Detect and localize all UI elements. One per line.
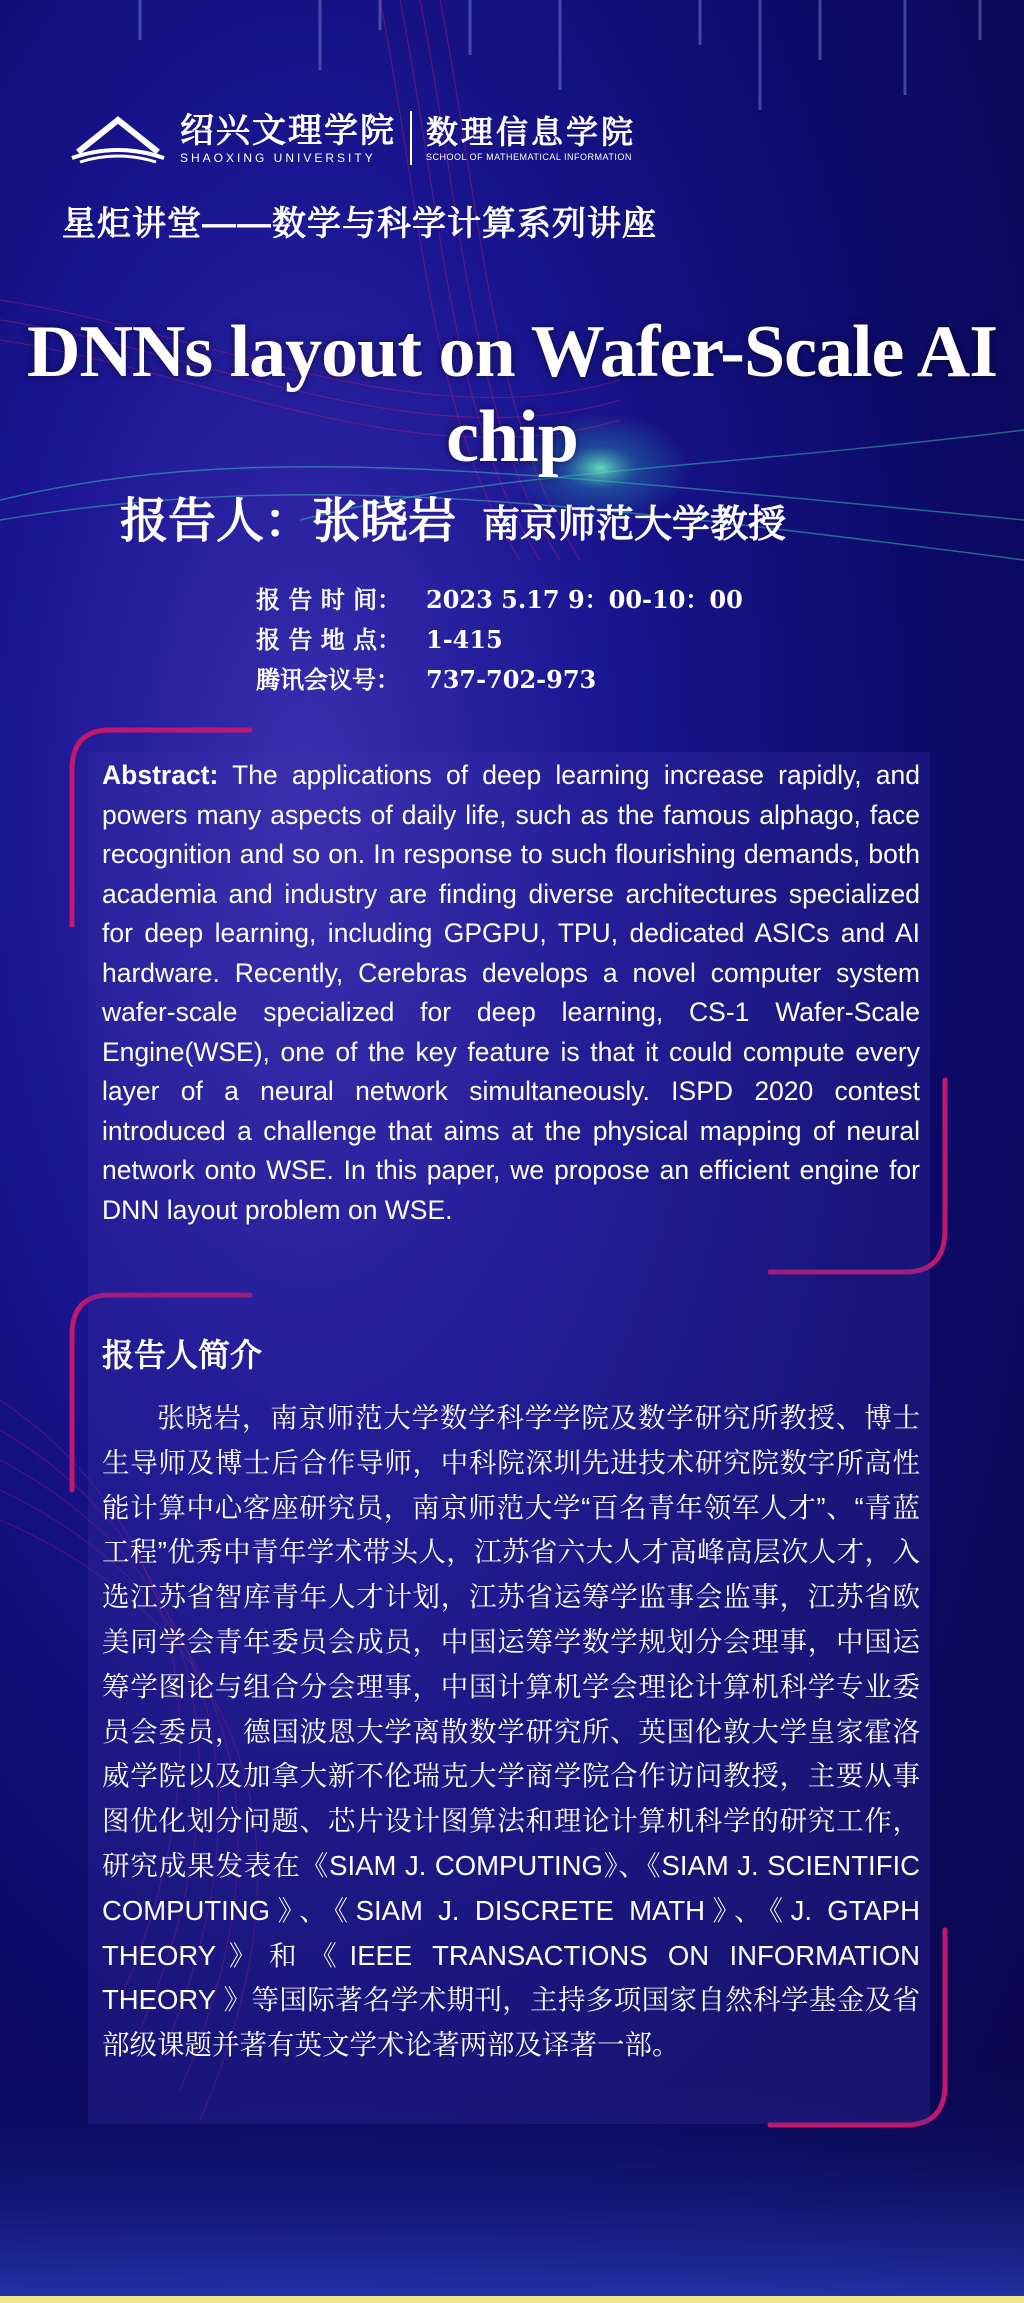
school-name-cn: 数理信息学院 bbox=[426, 114, 637, 150]
info-value: 737-702-973 bbox=[426, 665, 597, 694]
school-name-en: SCHOOL OF MATHEMATICAL INFORMATION bbox=[426, 152, 632, 162]
logo-divider bbox=[410, 111, 412, 165]
university-name-en: SHAOXING UNIVERSITY bbox=[180, 151, 376, 165]
university-name bbox=[180, 111, 396, 165]
header-logo bbox=[70, 108, 636, 168]
info-row-time bbox=[256, 580, 743, 620]
speaker-line bbox=[120, 482, 786, 551]
speaker-affiliation: 南京师范大学教授 bbox=[482, 504, 787, 546]
info-value: 2023 5.17 9：00-10：00 bbox=[426, 585, 743, 614]
abstract-text: The applications of deep learning increase rapidly, and powers many aspects of daily life, such as the famous alphago, face recognition and so on. In response to such flourishing demands, both academia and industry are finding diverse architectures specialized for deep learning, including GPGPU, TPU, dedicated ASICs and AI hardware. Recently, Cerebras develops a novel computer system wafer-scale specialized for deep learning, CS-1 Wafer-Scale Engine(WSE), one of the key feature is that it could compute every layer of a neural network simultaneously. ISPD 2020 contest introduced a challenge that aims at the physical mapping of neural network onto WSE. In this paper, we propose an efficient engine for DNN layout problem on WSE. bbox=[102, 760, 920, 1225]
info-row-location bbox=[256, 620, 743, 660]
bio-heading: 报告人简介 bbox=[102, 1337, 263, 1373]
info-label: 报 告 地 点： bbox=[256, 625, 402, 654]
info-row-meeting-id bbox=[256, 660, 743, 700]
lecture-series-title: 星炬讲堂——数学与科学计算系列讲座 bbox=[62, 205, 657, 243]
info-value: 1-415 bbox=[426, 625, 503, 654]
info-label: 腾讯会议号： bbox=[256, 665, 400, 694]
school-name bbox=[426, 113, 636, 163]
university-logo-icon bbox=[70, 112, 166, 164]
bio-text: 张晓岩，南京师范大学数学科学学院及数学研究所教授、博士生导师及博士后合作导师，中科院深圳先进技术研究院数字所高性能计算中心客座研究员，南京师范大学“百名青年领军人才”、“青蓝工程”优秀中青年学术带头人，江苏省六大人才高峰高层次人才，入选江苏省智库青年人才计划，江苏省运筹学监事会监事，江苏省欧美同学会青年委员会成员，中国运筹学数学规划分会理事，中国运筹学图论与组合分会理事，中国计算机学会理论计算机科学专业委员会委员，德国波恩大学离散数学研究所、英国伦敦大学皇家霍洛威学院以及加拿大新不伦瑞克大学商学院合作访问教授，主要从事图优化划分问题、芯片设计图算法和理论计算机科学的研究工作，研究成果发表在《SIAM J. COMPUTING》、《SIAM J. SCIENTIFIC COMPUTING》、《SIAM J. DISCRETE MATH》、《J. GTAPH THEORY》和《IEEE TRANSACTIONS ON INFORMATION THEORY 》等国际著名学术期刊，主持多项国家自然科学基金及省部级课题并著有英文学术论著两部及译著一部。 bbox=[102, 1402, 920, 2061]
talk-title: DNNs layout on Wafer-Scale AI chip bbox=[27, 311, 997, 478]
talk-info bbox=[256, 580, 743, 700]
university-name-cn: 绍兴文理学院 bbox=[180, 111, 396, 151]
speaker-name: 报告人：张晓岩 bbox=[120, 495, 457, 548]
info-label: 报 告 时 间： bbox=[256, 585, 402, 614]
abstract-label: Abstract: bbox=[102, 760, 219, 790]
abstract bbox=[102, 756, 920, 1230]
